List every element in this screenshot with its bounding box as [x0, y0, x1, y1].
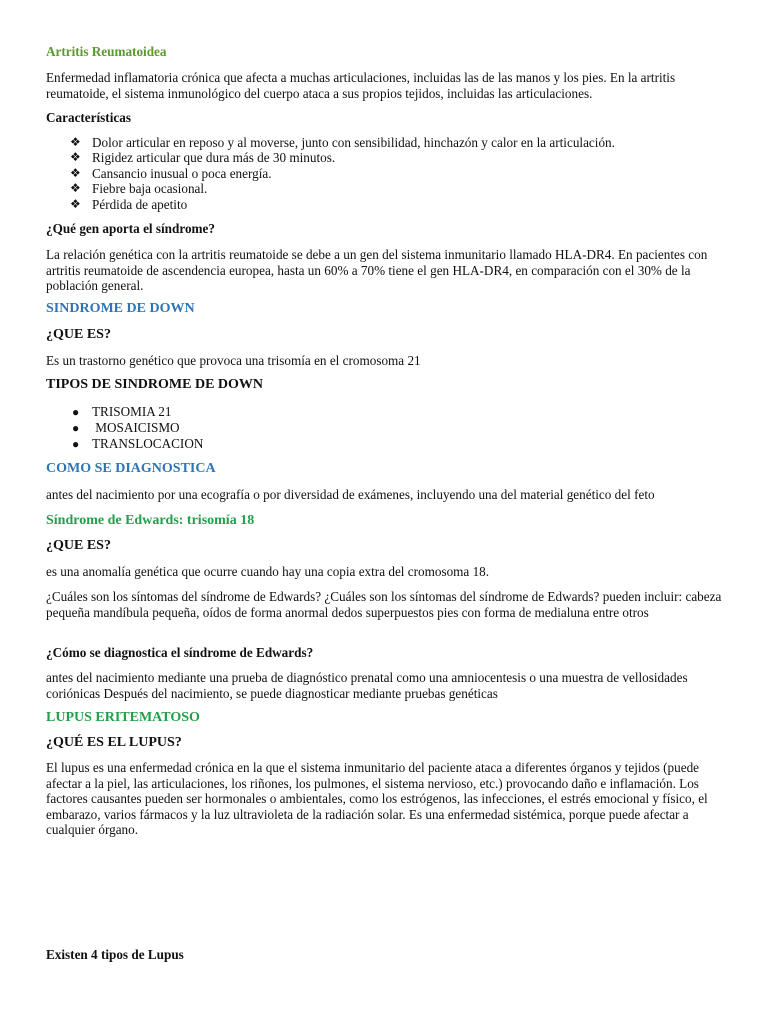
list-item: ● TRANSLOCACION: [72, 436, 204, 451]
edwards-symptoms: ¿Cuáles son los síntomas del síndrome de Edwards? ¿Cuáles son los síntomas del síndrome de Edwards? pueden incluir: cabeza pequeña mandíbula pequeña, oídos de forma anormal dedos superpuestos pies con forma de medialuna entre otros: [46, 589, 722, 620]
edwards-title: Síndrome de Edwards: trisomía 18: [46, 513, 255, 528]
artritis-features-heading: Características: [46, 110, 131, 125]
list-item: ❖ Fiebre baja ocasional.: [70, 181, 208, 197]
down-types-list: [46, 404, 726, 452]
diamond-bullet-icon: ❖: [70, 150, 81, 165]
diamond-bullet-icon: ❖: [70, 135, 81, 149]
down-diagnosis-heading: COMO SE DIAGNOSTICA: [46, 461, 216, 476]
bullet-icon: ●: [72, 405, 80, 419]
lupus-types-heading: Existen 4 tipos de Lupus: [46, 947, 184, 962]
list-item: ❖ Dolor articular en reposo y al moverse, junto con sensibilidad, hinchazón y calor en la articulación.: [70, 135, 615, 150]
lupus-what-question: ¿QUÉ ES EL LUPUS?: [46, 735, 182, 750]
diamond-bullet-icon: ❖: [70, 165, 81, 180]
list-item: ● TRISOMIA 21: [72, 404, 172, 419]
edwards-what-answer: es una anomalía genética que ocurre cuando hay una copia extra del cromosoma 18.: [46, 564, 490, 579]
bullet-icon: ●: [72, 421, 80, 435]
edwards-what-question: ¿QUE ES?: [46, 538, 111, 553]
artritis-features-list: [46, 135, 726, 212]
down-types-heading: TIPOS DE SINDROME DE DOWN: [46, 377, 264, 392]
down-title: SINDROME DE DOWN: [46, 301, 195, 316]
list-item: ● MOSAICISMO: [72, 420, 180, 435]
down-diagnosis-text: antes del nacimiento por una ecografía o por diversidad de exámenes, incluyendo una del material genético del feto: [46, 487, 655, 502]
lupus-title: LUPUS ERITEMATOSO: [46, 710, 200, 725]
list-item: ❖ Pérdida de apetito: [70, 196, 188, 212]
lupus-what-answer: El lupus es una enfermedad crónica en la que el sistema inmunitario del paciente ataca a diferentes órganos y tejidos (puede afectar a la piel, las articulaciones, los riñones, los pulmones, el sistema nervioso, etc.) provocando daño e inflamación. Los factores causantes pueden ser hormonales o ambientales, como los estrógenos, las infecciones, el estrés emocional y físico, el embarazo, varios fármacos y la luz ultravioleta de la radiación solar. Es una enfermedad sistémica, porque puede afectar a cualquier órgano.: [46, 760, 708, 838]
edwards-diagnosis-question: ¿Cómo se diagnostica el síndrome de Edwards?: [46, 645, 314, 660]
artritis-gene-answer: La relación genética con la artritis reumatoide se debe a un gen del sistema inmunitario llamado HLA-DR4. En pacientes con artritis reumatoide de ascendencia europea, hasta un 60% a 70% tiene el gen HLA-DR4, en comparación con el 30% de la población general.: [46, 247, 708, 294]
down-what-answer: Es un trastorno genético que provoca una trisomía en el cromosoma 21: [46, 353, 421, 368]
down-what-question: ¿QUE ES?: [46, 327, 111, 342]
list-item: ❖ Cansancio inusual o poca energía.: [70, 165, 272, 181]
bullet-icon: ●: [72, 437, 80, 451]
artritis-intro: Enfermedad inflamatoria crónica que afecta a muchas articulaciones, incluidas las de las manos y los pies. En la artritis reumatoide, el sistema inmunológico del cuerpo ataca a sus propios tejidos, incluidas las articulaciones.: [46, 70, 676, 101]
list-item: ❖ Rigidez articular que dura más de 30 minutos.: [70, 150, 336, 166]
artritis-title: Artritis Reumatoidea: [46, 44, 167, 59]
diamond-bullet-icon: ❖: [70, 196, 81, 211]
artritis-gene-question: ¿Qué gen aporta el síndrome?: [46, 221, 215, 236]
diamond-bullet-icon: ❖: [70, 181, 81, 196]
edwards-diagnosis-answer: antes del nacimiento mediante una prueba de diagnóstico prenatal como una amniocentesis o una muestra de vellosidades coriónicas Después del nacimiento, se puede diagnosticar mediante pruebas genéticas: [46, 670, 688, 701]
